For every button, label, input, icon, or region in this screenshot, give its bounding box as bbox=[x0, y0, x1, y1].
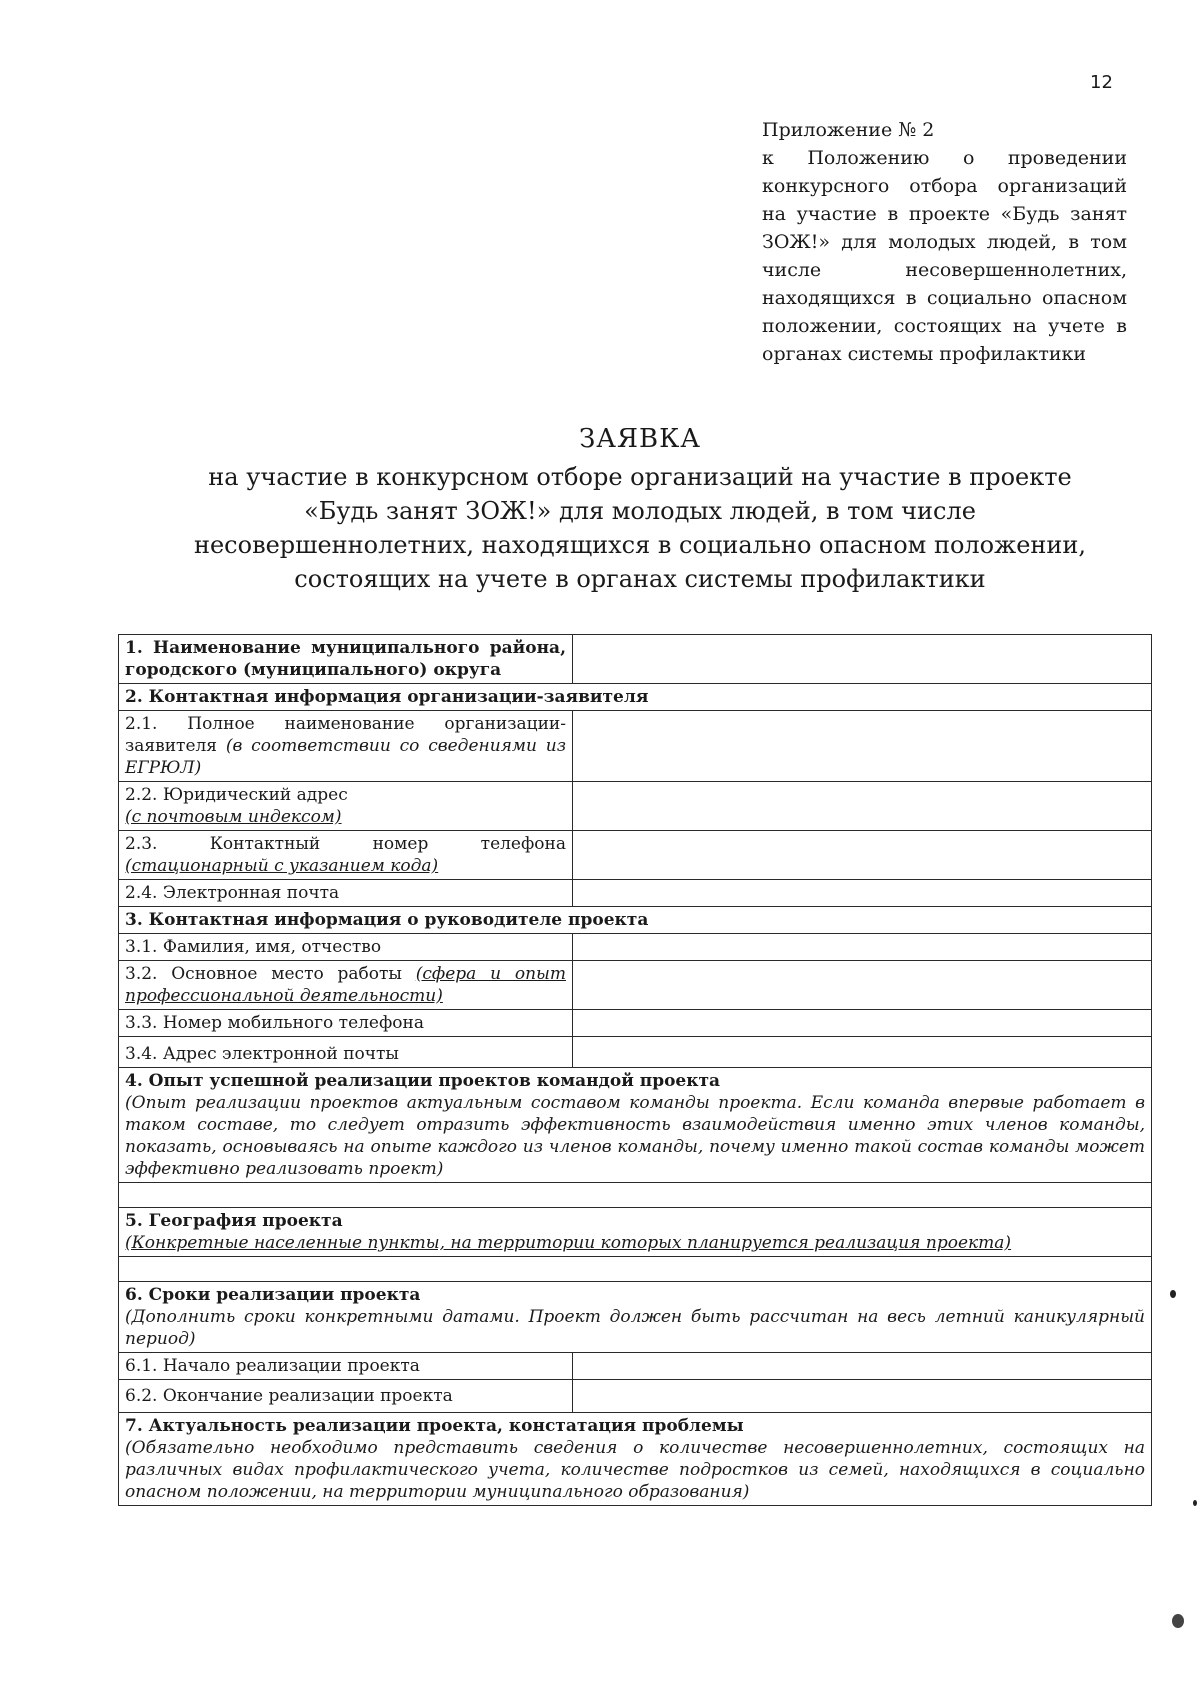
table-row bbox=[119, 711, 1152, 782]
field-2-4-label: 2.4. Электронная почта bbox=[119, 880, 573, 907]
field-3-4-label: 3.4. Адрес электронной почты bbox=[119, 1037, 573, 1068]
table-row bbox=[119, 831, 1152, 880]
field-6-2-value[interactable] bbox=[573, 1380, 1152, 1413]
field-3-2-label bbox=[119, 961, 573, 1010]
section-4-title: 4. Опыт успешной реализации проектов командой проекта bbox=[125, 1071, 721, 1091]
table-row bbox=[119, 1380, 1152, 1413]
field-2-2-label bbox=[119, 782, 573, 831]
appendix-note bbox=[762, 116, 1127, 368]
appendix-line: на участие в проекте «Будь занят bbox=[762, 203, 1127, 225]
table-row bbox=[119, 1282, 1152, 1353]
table-row bbox=[119, 1010, 1152, 1037]
appendix-line: ЗОЖ!» для молодых людей, в том bbox=[762, 231, 1127, 253]
field-3-3-value[interactable] bbox=[573, 1010, 1152, 1037]
table-row bbox=[119, 961, 1152, 1010]
field-2-3-label bbox=[119, 831, 573, 880]
section-5-title: 5. География проекта bbox=[125, 1211, 343, 1231]
field-3-1-label: 3.1. Фамилия, имя, отчество bbox=[119, 934, 573, 961]
table-row bbox=[119, 1353, 1152, 1380]
field-2-3-text: 2.3. Контактный номер телефона bbox=[125, 834, 566, 854]
field-2-3-value[interactable] bbox=[573, 831, 1152, 880]
table-row bbox=[119, 1068, 1152, 1183]
field-2-2-hint: (с почтовым индексом) bbox=[125, 807, 342, 827]
field-3-4-value[interactable] bbox=[573, 1037, 1152, 1068]
document-title: ЗАЯВКА bbox=[579, 424, 701, 454]
appendix-line: числе несовершеннолетних, bbox=[762, 259, 1127, 281]
field-3-2-value[interactable] bbox=[573, 961, 1152, 1010]
field-2-2-value[interactable] bbox=[573, 782, 1152, 831]
field-2-1-hint: (в соответствии со сведениями из ЕГРЮЛ) bbox=[125, 736, 566, 778]
appendix-line: Приложение № 2 bbox=[762, 119, 935, 141]
appendix-line: к Положению о проведении bbox=[762, 147, 1127, 169]
page-number: 12 bbox=[1090, 72, 1113, 93]
appendix-line: находящихся в социально опасном bbox=[762, 287, 1127, 309]
section-3-header: 3. Контактная информация о руководителе проекта bbox=[119, 907, 1152, 934]
table-row bbox=[119, 1208, 1152, 1257]
table-row bbox=[119, 880, 1152, 907]
field-6-2-label: 6.2. Окончание реализации проекта bbox=[119, 1380, 573, 1413]
field-2-2-text: 2.2. Юридический адрес bbox=[125, 785, 348, 805]
section-6-header bbox=[119, 1282, 1152, 1353]
application-form-table bbox=[118, 634, 1152, 1506]
section-7-hint: (Обязательно необходимо представить сведения о количестве несовершеннолетних, состоящих на различных видах профилактического учета, количестве подростков из семей, находящихся в социально опасном положении, на территории муниципального образования) bbox=[125, 1438, 1145, 1502]
section-1-value[interactable] bbox=[573, 635, 1152, 684]
field-2-1-label bbox=[119, 711, 573, 782]
table-row bbox=[119, 1183, 1152, 1208]
table-row bbox=[119, 1413, 1152, 1506]
table-row bbox=[119, 1037, 1152, 1068]
appendix-line: конкурсного отбора организаций bbox=[762, 175, 1127, 197]
table-row bbox=[119, 1257, 1152, 1282]
section-4-hint: (Опыт реализации проектов актуальным составом команды проекта. Если команда впервые работает в таком составе, то следует отразить эффективность взаимодействия именно этих членов команды, показать, основываясь на опыте каждого из членов команды, почему именно такой состав команды может эффективно реализовать проект) bbox=[125, 1093, 1145, 1179]
field-2-1-value[interactable] bbox=[573, 711, 1152, 782]
section-4-value[interactable] bbox=[119, 1183, 1152, 1208]
field-2-4-value[interactable] bbox=[573, 880, 1152, 907]
section-1-label: 1. Наименование муниципального района, городского (муниципального) округа bbox=[119, 635, 573, 684]
section-7-title: 7. Актуальность реализации проекта, констатация проблемы bbox=[125, 1416, 744, 1436]
appendix-line: органах системы профилактики bbox=[762, 343, 1087, 365]
section-5-hint: (Конкретные населенные пункты, на территории которых планируется реализация проекта) bbox=[125, 1233, 1012, 1253]
section-5-header bbox=[119, 1208, 1152, 1257]
field-3-1-value[interactable] bbox=[573, 934, 1152, 961]
table-row bbox=[119, 934, 1152, 961]
section-6-hint: (Дополнить сроки конкретными датами. Проект должен быть рассчитан на весь летний каникулярный период) bbox=[125, 1307, 1145, 1349]
field-6-1-label: 6.1. Начало реализации проекта bbox=[119, 1353, 573, 1380]
table-row bbox=[119, 635, 1152, 684]
table-row bbox=[119, 684, 1152, 711]
document-subtitle: на участие в конкурсном отборе организаций на участие в проекте «Будь занят ЗОЖ!» для молодых людей, в том числе несовершеннолетних, находящихся в социально опасном положении, состоящих на учете в органах системы профилактики bbox=[193, 463, 1087, 593]
section-5-value[interactable] bbox=[119, 1257, 1152, 1282]
field-2-1-text: 2.1. Полное наименование организации-заявителя bbox=[125, 714, 566, 756]
field-3-2-hint: (сфера и опыт профессиональной деятельности) bbox=[125, 964, 566, 1006]
scan-speck bbox=[1172, 1614, 1184, 1628]
table-row bbox=[119, 907, 1152, 934]
section-7-header bbox=[119, 1413, 1152, 1506]
scan-speck bbox=[1193, 1500, 1197, 1506]
field-3-2-text: 3.2. Основное место работы bbox=[125, 964, 416, 984]
appendix-line: положении, состоящих на учете в bbox=[762, 315, 1127, 337]
section-6-title: 6. Сроки реализации проекта bbox=[125, 1285, 421, 1305]
field-3-3-label: 3.3. Номер мобильного телефона bbox=[119, 1010, 573, 1037]
field-6-1-value[interactable] bbox=[573, 1353, 1152, 1380]
section-2-header: 2. Контактная информация организации-заявителя bbox=[119, 684, 1152, 711]
field-2-3-hint: (стационарный с указанием кода) bbox=[125, 856, 439, 876]
scan-speck bbox=[1170, 1290, 1176, 1298]
section-4-header bbox=[119, 1068, 1152, 1183]
table-row bbox=[119, 782, 1152, 831]
